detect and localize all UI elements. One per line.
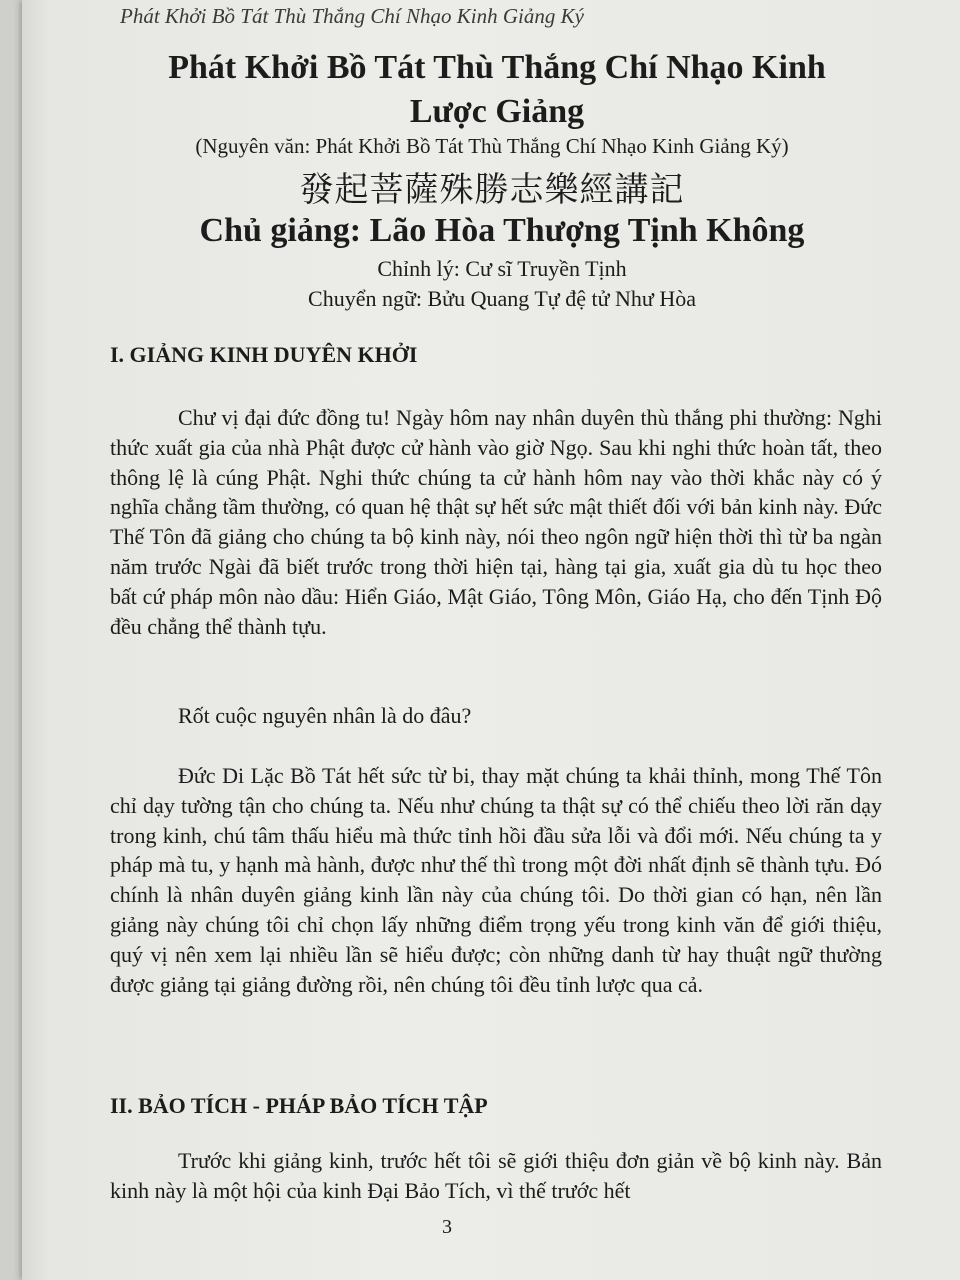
paragraph: Rốt cuộc nguyên nhân là do đâu?	[178, 703, 472, 728]
running-header: Phát Khởi Bồ Tát Thù Thắng Chí Nhạo Kinh Giảng Ký	[120, 4, 584, 28]
translator-line: Chuyển ngữ: Bửu Quang Tự đệ tử Như Hòa	[308, 286, 696, 311]
paragraph: Trước khi giảng kinh, trước hết tôi sẽ giới thiệu đơn giản về bộ kinh này. Bản kinh này là một hội của kinh Đại Bảo Tích, vì thế trước hết	[110, 1148, 882, 1203]
lecturer-line: Chủ giảng: Lão Hòa Thượng Tịnh Không	[199, 212, 805, 249]
title-line-1: Phát Khởi Bồ Tát Thù Thắng Chí Nhạo Kinh	[168, 49, 826, 86]
page-number: 3	[442, 1216, 452, 1238]
book-page	[22, 0, 960, 1280]
paragraph: Chư vị đại đức đồng tu! Ngày hôm nay nhân duyên thù thắng phi thường: Nghi thức xuất gia của nhà Phật được cử hành vào giờ Ngọ. Sau khi nghi thức hoàn tất, theo thông lệ là cúng Phật. Nghi thức chúng ta cử hành hôm nay vào thời khắc này có ý nghĩa chẳng tầm thường, có quan hệ thật sự hết sức mật thiết đối với bản kinh này. Đức Thế Tôn đã giảng cho chúng ta bộ kinh này, nói theo ngôn ngữ hiện thời thì từ ba ngàn năm trước Ngài đã biết trước trong thời hiện tại, hàng tại gia, xuất gia dù tu học theo bất cứ pháp môn nào dầu: Hiển Giáo, Mật Giáo, Tông Môn, Giáo Hạ, cho đến Tịnh Độ đều chẳng thể thành tựu.	[110, 405, 882, 639]
section-heading: I. GIẢNG KINH DUYÊN KHỞI	[110, 342, 418, 367]
paragraph: Đức Di Lặc Bồ Tát hết sức từ bi, thay mặt chúng ta khải thỉnh, mong Thế Tôn chỉ dạy tường tận cho chúng ta. Nếu như chúng ta thật sự có thể chiếu theo lời răn dạy trong kinh, chú tâm thấu hiểu mà thức tỉnh hồi đầu sửa lỗi và đổi mới. Nếu chúng ta y pháp mà tu, y hạnh mà hành, được như thế thì trong một đời nhất định sẽ thành tựu. Đó chính là nhân duyên giảng kinh lần này của chúng tôi. Do thời gian có hạn, nên lần giảng này chúng tôi chỉ chọn lấy những điểm trọng yếu trong kinh văn để giới thiệu, quý vị nên xem lại nhiều lần sẽ hiểu được; còn những danh từ hay thuật ngữ thường được giảng tại giảng đường rồi, nên chúng tôi đều tỉnh lược qua cả.	[110, 763, 882, 997]
section-heading: II. BẢO TÍCH - PHÁP BẢO TÍCH TẬP	[110, 1093, 488, 1118]
chinese-title: 發起菩薩殊勝志樂經講記	[299, 170, 685, 210]
editor-line: Chỉnh lý: Cư sĩ Truyền Tịnh	[377, 256, 627, 281]
original-title: (Nguyên văn: Phát Khởi Bồ Tát Thù Thắng Chí Nhạo Kinh Giảng Ký)	[195, 134, 789, 158]
title-line-2: Lược Giảng	[409, 93, 585, 130]
